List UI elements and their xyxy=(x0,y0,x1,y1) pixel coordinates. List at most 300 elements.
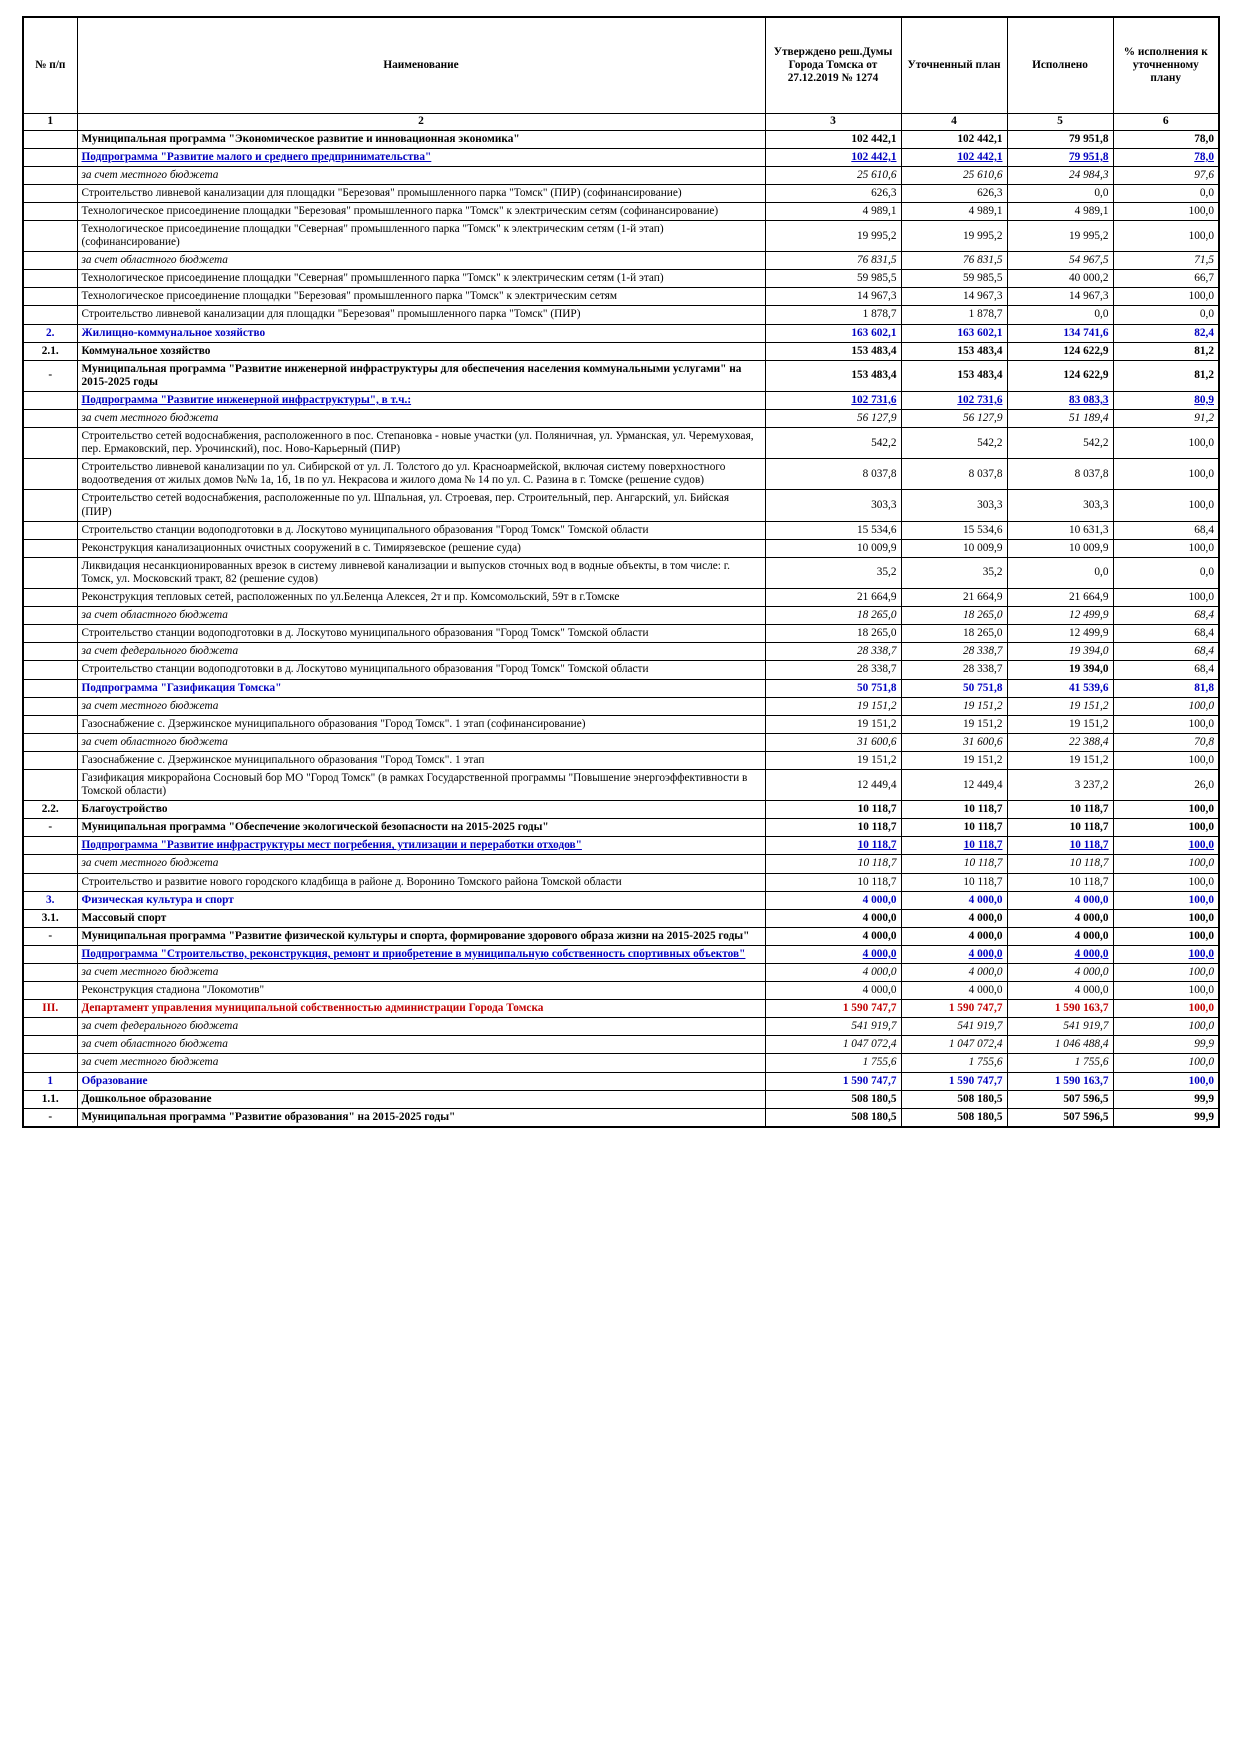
row-refined-plan: 102 442,1 xyxy=(901,148,1007,166)
row-executed: 134 741,6 xyxy=(1007,324,1113,342)
row-name: Технологическое присоединение площадки "Березовая" промышленного парка "Томск" к электрическим сетям (софинансирование) xyxy=(77,202,765,220)
row-refined-plan: 56 127,9 xyxy=(901,410,1007,428)
table-row xyxy=(23,184,1219,202)
row-approved: 1 047 072,4 xyxy=(765,1036,901,1054)
row-executed: 4 000,0 xyxy=(1007,891,1113,909)
row-refined-plan: 59 985,5 xyxy=(901,270,1007,288)
header-num-5: 5 xyxy=(1007,113,1113,130)
row-executed: 3 237,2 xyxy=(1007,769,1113,800)
table-row xyxy=(23,539,1219,557)
row-approved: 19 995,2 xyxy=(765,220,901,251)
row-percent: 99,9 xyxy=(1113,1090,1219,1108)
row-refined-plan: 10 118,7 xyxy=(901,819,1007,837)
row-approved: 31 600,6 xyxy=(765,733,901,751)
row-index xyxy=(23,184,77,202)
row-approved: 56 127,9 xyxy=(765,410,901,428)
row-index xyxy=(23,855,77,873)
row-index xyxy=(23,252,77,270)
header-col-refined-plan: Уточненный план xyxy=(901,17,1007,113)
row-executed: 22 388,4 xyxy=(1007,733,1113,751)
row-executed: 4 000,0 xyxy=(1007,945,1113,963)
row-name: за счет федерального бюджета xyxy=(77,1018,765,1036)
row-refined-plan: 35,2 xyxy=(901,557,1007,588)
row-refined-plan: 19 151,2 xyxy=(901,697,1007,715)
row-name: Строительство ливневой канализации по ул. Сибирской от ул. Л. Толстого до ул. Красноармейской, включая систему поверхностного водоотведения от жилых домов №№ 1а, 1б, 1в по ул. Некрасова и жилого дома № 14 по ул. С. Разина в г. Томске (решение судов) xyxy=(77,459,765,490)
row-executed: 4 000,0 xyxy=(1007,909,1113,927)
row-executed: 41 539,6 xyxy=(1007,679,1113,697)
row-refined-plan: 1 878,7 xyxy=(901,306,1007,324)
row-refined-plan: 10 009,9 xyxy=(901,539,1007,557)
row-refined-plan: 4 000,0 xyxy=(901,964,1007,982)
row-executed: 10 118,7 xyxy=(1007,819,1113,837)
row-refined-plan: 19 151,2 xyxy=(901,715,1007,733)
row-approved: 10 118,7 xyxy=(765,873,901,891)
row-refined-plan: 163 602,1 xyxy=(901,324,1007,342)
row-name: Строительство сетей водоснабжения, расположенные по ул. Шпальная, ул. Строевая, пер. Строительный, пер. Ангарский, ул. Бийская (ПИР) xyxy=(77,490,765,521)
row-percent: 0,0 xyxy=(1113,184,1219,202)
row-executed: 14 967,3 xyxy=(1007,288,1113,306)
header-num-3: 3 xyxy=(765,113,901,130)
row-executed: 10 118,7 xyxy=(1007,855,1113,873)
row-approved: 59 985,5 xyxy=(765,270,901,288)
row-executed: 83 083,3 xyxy=(1007,391,1113,409)
row-percent: 100,0 xyxy=(1113,801,1219,819)
row-name: Строительство ливневой канализации для площадки "Березовая" промышленного парка "Томск" (ПИР) xyxy=(77,306,765,324)
row-approved: 4 000,0 xyxy=(765,927,901,945)
row-executed: 10 631,3 xyxy=(1007,521,1113,539)
table-row xyxy=(23,873,1219,891)
row-index: 1 xyxy=(23,1072,77,1090)
table-row xyxy=(23,1000,1219,1018)
row-approved: 10 118,7 xyxy=(765,837,901,855)
row-approved: 4 000,0 xyxy=(765,891,901,909)
table-row xyxy=(23,270,1219,288)
row-percent: 81,2 xyxy=(1113,342,1219,360)
row-index xyxy=(23,769,77,800)
row-index xyxy=(23,661,77,679)
table-row xyxy=(23,769,1219,800)
table-row xyxy=(23,1036,1219,1054)
table-row xyxy=(23,661,1219,679)
row-refined-plan: 1 590 747,7 xyxy=(901,1072,1007,1090)
row-approved: 14 967,3 xyxy=(765,288,901,306)
row-index xyxy=(23,751,77,769)
row-name: Муниципальная программа "Развитие образования" на 2015-2025 годы" xyxy=(77,1108,765,1127)
row-approved: 10 118,7 xyxy=(765,801,901,819)
row-name: за счет местного бюджета xyxy=(77,410,765,428)
row-index xyxy=(23,521,77,539)
header-num-2: 2 xyxy=(77,113,765,130)
row-approved: 50 751,8 xyxy=(765,679,901,697)
row-percent: 91,2 xyxy=(1113,410,1219,428)
row-index: 3.1. xyxy=(23,909,77,927)
row-approved: 76 831,5 xyxy=(765,252,901,270)
row-name: Подпрограмма "Газификация Томска" xyxy=(77,679,765,697)
row-percent: 100,0 xyxy=(1113,589,1219,607)
row-name: Жилищно-коммунальное хозяйство xyxy=(77,324,765,342)
row-executed: 124 622,9 xyxy=(1007,342,1113,360)
row-name: Ликвидация несанкционированных врезок в систему ливневой канализации и выпусков сточных вод в водные объекты, в том числе: г. Томск, ул. Московский тракт, 82 (решение судов) xyxy=(77,557,765,588)
row-approved: 28 338,7 xyxy=(765,661,901,679)
row-executed: 19 995,2 xyxy=(1007,220,1113,251)
row-executed: 541 919,7 xyxy=(1007,1018,1113,1036)
row-refined-plan: 31 600,6 xyxy=(901,733,1007,751)
row-approved: 10 118,7 xyxy=(765,819,901,837)
row-approved: 102 731,6 xyxy=(765,391,901,409)
row-name: Строительство станции водоподготовки в д. Лоскутово муниципального образования "Город Томск" Томской области xyxy=(77,661,765,679)
table-row xyxy=(23,697,1219,715)
row-name: за счет областного бюджета xyxy=(77,252,765,270)
table-row xyxy=(23,819,1219,837)
table-row xyxy=(23,927,1219,945)
table-row xyxy=(23,1054,1219,1072)
table-row xyxy=(23,801,1219,819)
header-col-name: Наименование xyxy=(77,17,765,113)
row-refined-plan: 18 265,0 xyxy=(901,607,1007,625)
row-index xyxy=(23,873,77,891)
table-row xyxy=(23,964,1219,982)
row-percent: 68,4 xyxy=(1113,521,1219,539)
row-name: за счет областного бюджета xyxy=(77,733,765,751)
row-index xyxy=(23,679,77,697)
row-index: - xyxy=(23,819,77,837)
row-executed: 19 151,2 xyxy=(1007,751,1113,769)
table-row xyxy=(23,490,1219,521)
table-row xyxy=(23,589,1219,607)
row-executed: 12 499,9 xyxy=(1007,607,1113,625)
row-refined-plan: 542,2 xyxy=(901,428,1007,459)
row-percent: 100,0 xyxy=(1113,964,1219,982)
row-approved: 19 151,2 xyxy=(765,715,901,733)
row-percent: 100,0 xyxy=(1113,220,1219,251)
row-index xyxy=(23,733,77,751)
row-name: Строительство станции водоподготовки в д. Лоскутово муниципального образования "Город Томск" Томской области xyxy=(77,625,765,643)
row-name: за счет местного бюджета xyxy=(77,166,765,184)
row-refined-plan: 508 180,5 xyxy=(901,1090,1007,1108)
row-refined-plan: 102 731,6 xyxy=(901,391,1007,409)
row-executed: 4 000,0 xyxy=(1007,927,1113,945)
row-refined-plan: 10 118,7 xyxy=(901,873,1007,891)
row-percent: 100,0 xyxy=(1113,202,1219,220)
table-row xyxy=(23,715,1219,733)
row-refined-plan: 18 265,0 xyxy=(901,625,1007,643)
row-executed: 1 590 163,7 xyxy=(1007,1000,1113,1018)
row-approved: 102 442,1 xyxy=(765,148,901,166)
row-index xyxy=(23,288,77,306)
row-percent: 99,9 xyxy=(1113,1036,1219,1054)
row-name: Строительство и развитие нового городского кладбища в районе д. Воронино Томского района Томской области xyxy=(77,873,765,891)
row-percent: 100,0 xyxy=(1113,1072,1219,1090)
row-executed: 10 009,9 xyxy=(1007,539,1113,557)
row-index xyxy=(23,490,77,521)
row-name: Образование xyxy=(77,1072,765,1090)
table-row xyxy=(23,855,1219,873)
row-executed: 19 394,0 xyxy=(1007,661,1113,679)
row-name: Подпрограмма "Развитие инфраструктуры мест погребения, утилизации и переработки отходов" xyxy=(77,837,765,855)
row-percent: 80,9 xyxy=(1113,391,1219,409)
row-refined-plan: 50 751,8 xyxy=(901,679,1007,697)
row-approved: 1 590 747,7 xyxy=(765,1000,901,1018)
table-row xyxy=(23,1108,1219,1127)
row-index: - xyxy=(23,927,77,945)
table-row xyxy=(23,607,1219,625)
row-approved: 153 483,4 xyxy=(765,342,901,360)
row-name: за счет местного бюджета xyxy=(77,697,765,715)
header-num-6: 6 xyxy=(1113,113,1219,130)
row-executed: 1 046 488,4 xyxy=(1007,1036,1113,1054)
row-approved: 10 118,7 xyxy=(765,855,901,873)
row-approved: 18 265,0 xyxy=(765,625,901,643)
row-refined-plan: 12 449,4 xyxy=(901,769,1007,800)
row-refined-plan: 1 755,6 xyxy=(901,1054,1007,1072)
row-percent: 100,0 xyxy=(1113,909,1219,927)
table-row xyxy=(23,202,1219,220)
row-index: 1.1. xyxy=(23,1090,77,1108)
row-executed: 19 394,0 xyxy=(1007,643,1113,661)
row-percent: 100,0 xyxy=(1113,927,1219,945)
row-percent: 100,0 xyxy=(1113,428,1219,459)
row-name: Подпрограмма "Развитие малого и среднего предпринимательства" xyxy=(77,148,765,166)
row-executed: 12 499,9 xyxy=(1007,625,1113,643)
row-index xyxy=(23,964,77,982)
row-refined-plan: 541 919,7 xyxy=(901,1018,1007,1036)
row-name: Департамент управления муниципальной собственностью администрации Города Томска xyxy=(77,1000,765,1018)
row-approved: 35,2 xyxy=(765,557,901,588)
row-executed: 19 151,2 xyxy=(1007,697,1113,715)
table-row xyxy=(23,982,1219,1000)
row-index xyxy=(23,410,77,428)
row-index xyxy=(23,539,77,557)
row-name: Физическая культура и спорт xyxy=(77,891,765,909)
table-header xyxy=(23,17,1219,130)
budget-table xyxy=(22,16,1220,1128)
table-row xyxy=(23,252,1219,270)
row-approved: 8 037,8 xyxy=(765,459,901,490)
row-index: 2.1. xyxy=(23,342,77,360)
row-percent: 81,2 xyxy=(1113,360,1219,391)
row-percent: 68,4 xyxy=(1113,607,1219,625)
table-row xyxy=(23,837,1219,855)
table-row xyxy=(23,521,1219,539)
row-name: Газоснабжение с. Дзержинское муниципального образования "Город Томск". 1 этап xyxy=(77,751,765,769)
row-index xyxy=(23,589,77,607)
table-row xyxy=(23,391,1219,409)
row-approved: 10 009,9 xyxy=(765,539,901,557)
row-percent: 100,0 xyxy=(1113,1054,1219,1072)
row-refined-plan: 1 590 747,7 xyxy=(901,1000,1007,1018)
row-percent: 97,6 xyxy=(1113,166,1219,184)
row-name: Муниципальная программа "Обеспечение экологической безопасности на 2015-2025 годы" xyxy=(77,819,765,837)
row-executed: 1 755,6 xyxy=(1007,1054,1113,1072)
row-index xyxy=(23,557,77,588)
row-executed: 51 189,4 xyxy=(1007,410,1113,428)
row-index xyxy=(23,148,77,166)
row-index xyxy=(23,220,77,251)
row-index xyxy=(23,270,77,288)
row-approved: 4 000,0 xyxy=(765,982,901,1000)
row-name: за счет местного бюджета xyxy=(77,1054,765,1072)
row-refined-plan: 10 118,7 xyxy=(901,855,1007,873)
row-index xyxy=(23,1054,77,1072)
row-refined-plan: 10 118,7 xyxy=(901,837,1007,855)
row-index xyxy=(23,607,77,625)
row-approved: 163 602,1 xyxy=(765,324,901,342)
table-body xyxy=(23,130,1219,1127)
row-executed: 4 989,1 xyxy=(1007,202,1113,220)
table-row xyxy=(23,945,1219,963)
row-executed: 40 000,2 xyxy=(1007,270,1113,288)
row-percent: 26,0 xyxy=(1113,769,1219,800)
row-index xyxy=(23,306,77,324)
row-executed: 24 984,3 xyxy=(1007,166,1113,184)
row-executed: 10 118,7 xyxy=(1007,873,1113,891)
row-index xyxy=(23,643,77,661)
table-row xyxy=(23,288,1219,306)
row-percent: 100,0 xyxy=(1113,819,1219,837)
row-percent: 100,0 xyxy=(1113,288,1219,306)
table-row xyxy=(23,410,1219,428)
row-percent: 100,0 xyxy=(1113,1000,1219,1018)
row-approved: 4 000,0 xyxy=(765,964,901,982)
row-index xyxy=(23,1018,77,1036)
row-refined-plan: 76 831,5 xyxy=(901,252,1007,270)
row-percent: 68,4 xyxy=(1113,625,1219,643)
row-percent: 100,0 xyxy=(1113,837,1219,855)
row-percent: 100,0 xyxy=(1113,697,1219,715)
table-row xyxy=(23,1072,1219,1090)
row-percent: 100,0 xyxy=(1113,490,1219,521)
header-col-executed: Исполнено xyxy=(1007,17,1113,113)
row-index xyxy=(23,202,77,220)
row-percent: 78,0 xyxy=(1113,130,1219,148)
row-name: Реконструкция канализационных очистных сооружений в с. Тимирязевское (решение суда) xyxy=(77,539,765,557)
row-name: Массовый спорт xyxy=(77,909,765,927)
row-refined-plan: 626,3 xyxy=(901,184,1007,202)
row-name: Дошкольное образование xyxy=(77,1090,765,1108)
row-refined-plan: 15 534,6 xyxy=(901,521,1007,539)
row-percent: 81,8 xyxy=(1113,679,1219,697)
row-executed: 79 951,8 xyxy=(1007,148,1113,166)
table-row xyxy=(23,342,1219,360)
row-percent: 66,7 xyxy=(1113,270,1219,288)
row-name: Технологическое присоединение площадки "Северная" промышленного парка "Томск" к электрическим сетям (1-й этап) xyxy=(77,270,765,288)
row-name: Реконструкция тепловых сетей, расположенных по ул.Беленца Алексея, 2т и пр. Комсомольский, 59т в г.Томске xyxy=(77,589,765,607)
row-index xyxy=(23,428,77,459)
table-row xyxy=(23,428,1219,459)
row-approved: 303,3 xyxy=(765,490,901,521)
row-refined-plan: 19 151,2 xyxy=(901,751,1007,769)
table-row xyxy=(23,166,1219,184)
row-approved: 1 590 747,7 xyxy=(765,1072,901,1090)
row-index xyxy=(23,945,77,963)
row-refined-plan: 4 000,0 xyxy=(901,945,1007,963)
header-col-percent: % исполнения к уточненному плану xyxy=(1113,17,1219,113)
row-refined-plan: 8 037,8 xyxy=(901,459,1007,490)
row-refined-plan: 28 338,7 xyxy=(901,643,1007,661)
row-refined-plan: 4 000,0 xyxy=(901,891,1007,909)
row-percent: 100,0 xyxy=(1113,891,1219,909)
row-percent: 100,0 xyxy=(1113,855,1219,873)
row-percent: 100,0 xyxy=(1113,539,1219,557)
table-row xyxy=(23,557,1219,588)
row-approved: 1 878,7 xyxy=(765,306,901,324)
row-approved: 508 180,5 xyxy=(765,1090,901,1108)
table-row xyxy=(23,130,1219,148)
row-name: Технологическое присоединение площадки "Северная" промышленного парка "Томск" к электрическим сетям (1-й этап) (софинансирование) xyxy=(77,220,765,251)
row-executed: 4 000,0 xyxy=(1007,964,1113,982)
row-approved: 1 755,6 xyxy=(765,1054,901,1072)
row-approved: 102 442,1 xyxy=(765,130,901,148)
row-index xyxy=(23,459,77,490)
table-row xyxy=(23,679,1219,697)
header-col-approved: Утверждено реш.Думы Города Томска от 27.12.2019 № 1274 xyxy=(765,17,901,113)
row-index: 3. xyxy=(23,891,77,909)
row-executed: 1 590 163,7 xyxy=(1007,1072,1113,1090)
row-executed: 8 037,8 xyxy=(1007,459,1113,490)
row-index xyxy=(23,1036,77,1054)
row-percent: 68,4 xyxy=(1113,661,1219,679)
table-row xyxy=(23,459,1219,490)
row-approved: 541 919,7 xyxy=(765,1018,901,1036)
row-approved: 626,3 xyxy=(765,184,901,202)
row-executed: 10 118,7 xyxy=(1007,837,1113,855)
row-name: за счет местного бюджета xyxy=(77,964,765,982)
table-row xyxy=(23,148,1219,166)
row-executed: 10 118,7 xyxy=(1007,801,1113,819)
row-executed: 79 951,8 xyxy=(1007,130,1113,148)
row-name: Подпрограмма "Строительство, реконструкция, ремонт и приобретение в муниципальную собственность спортивных объектов" xyxy=(77,945,765,963)
row-index: - xyxy=(23,1108,77,1127)
row-percent: 0,0 xyxy=(1113,557,1219,588)
row-percent: 71,5 xyxy=(1113,252,1219,270)
row-approved: 21 664,9 xyxy=(765,589,901,607)
row-approved: 15 534,6 xyxy=(765,521,901,539)
row-executed: 0,0 xyxy=(1007,557,1113,588)
table-row xyxy=(23,751,1219,769)
row-executed: 542,2 xyxy=(1007,428,1113,459)
table-row xyxy=(23,1018,1219,1036)
row-name: Подпрограмма "Развитие инженерной инфраструктуры", в т.ч.: xyxy=(77,391,765,409)
table-row xyxy=(23,891,1219,909)
row-name: Строительство станции водоподготовки в д. Лоскутово муниципального образования "Город Томск" Томской области xyxy=(77,521,765,539)
row-percent: 100,0 xyxy=(1113,945,1219,963)
row-percent: 100,0 xyxy=(1113,715,1219,733)
row-percent: 100,0 xyxy=(1113,982,1219,1000)
row-name: Технологическое присоединение площадки "Березовая" промышленного парка "Томск" к электрическим сетям xyxy=(77,288,765,306)
row-name: Строительство сетей водоснабжения, расположенного в пос. Степановка - новые участки (ул. Поляничная, ул. Урманская, ул. Черемуховая, пер. Ермаковский, пер. Урочинский), пос. Ново-Карьерный (ПИР) xyxy=(77,428,765,459)
row-index xyxy=(23,837,77,855)
row-index xyxy=(23,130,77,148)
row-executed: 19 151,2 xyxy=(1007,715,1113,733)
row-percent: 99,9 xyxy=(1113,1108,1219,1127)
row-name: Муниципальная программа "Развитие инженерной инфраструктуры для обеспечения населения коммунальными услугами" на 2015-2025 годы xyxy=(77,360,765,391)
row-name: Муниципальная программа "Экономическое развитие и инновационная экономика" xyxy=(77,130,765,148)
table-row xyxy=(23,324,1219,342)
row-approved: 4 000,0 xyxy=(765,945,901,963)
row-index: 2. xyxy=(23,324,77,342)
row-executed: 507 596,5 xyxy=(1007,1108,1113,1127)
row-index xyxy=(23,625,77,643)
row-index: III. xyxy=(23,1000,77,1018)
row-refined-plan: 153 483,4 xyxy=(901,342,1007,360)
row-name: Коммунальное хозяйство xyxy=(77,342,765,360)
row-index xyxy=(23,715,77,733)
header-num-4: 4 xyxy=(901,113,1007,130)
row-refined-plan: 102 442,1 xyxy=(901,130,1007,148)
row-refined-plan: 28 338,7 xyxy=(901,661,1007,679)
row-index: 2.2. xyxy=(23,801,77,819)
row-percent: 100,0 xyxy=(1113,751,1219,769)
